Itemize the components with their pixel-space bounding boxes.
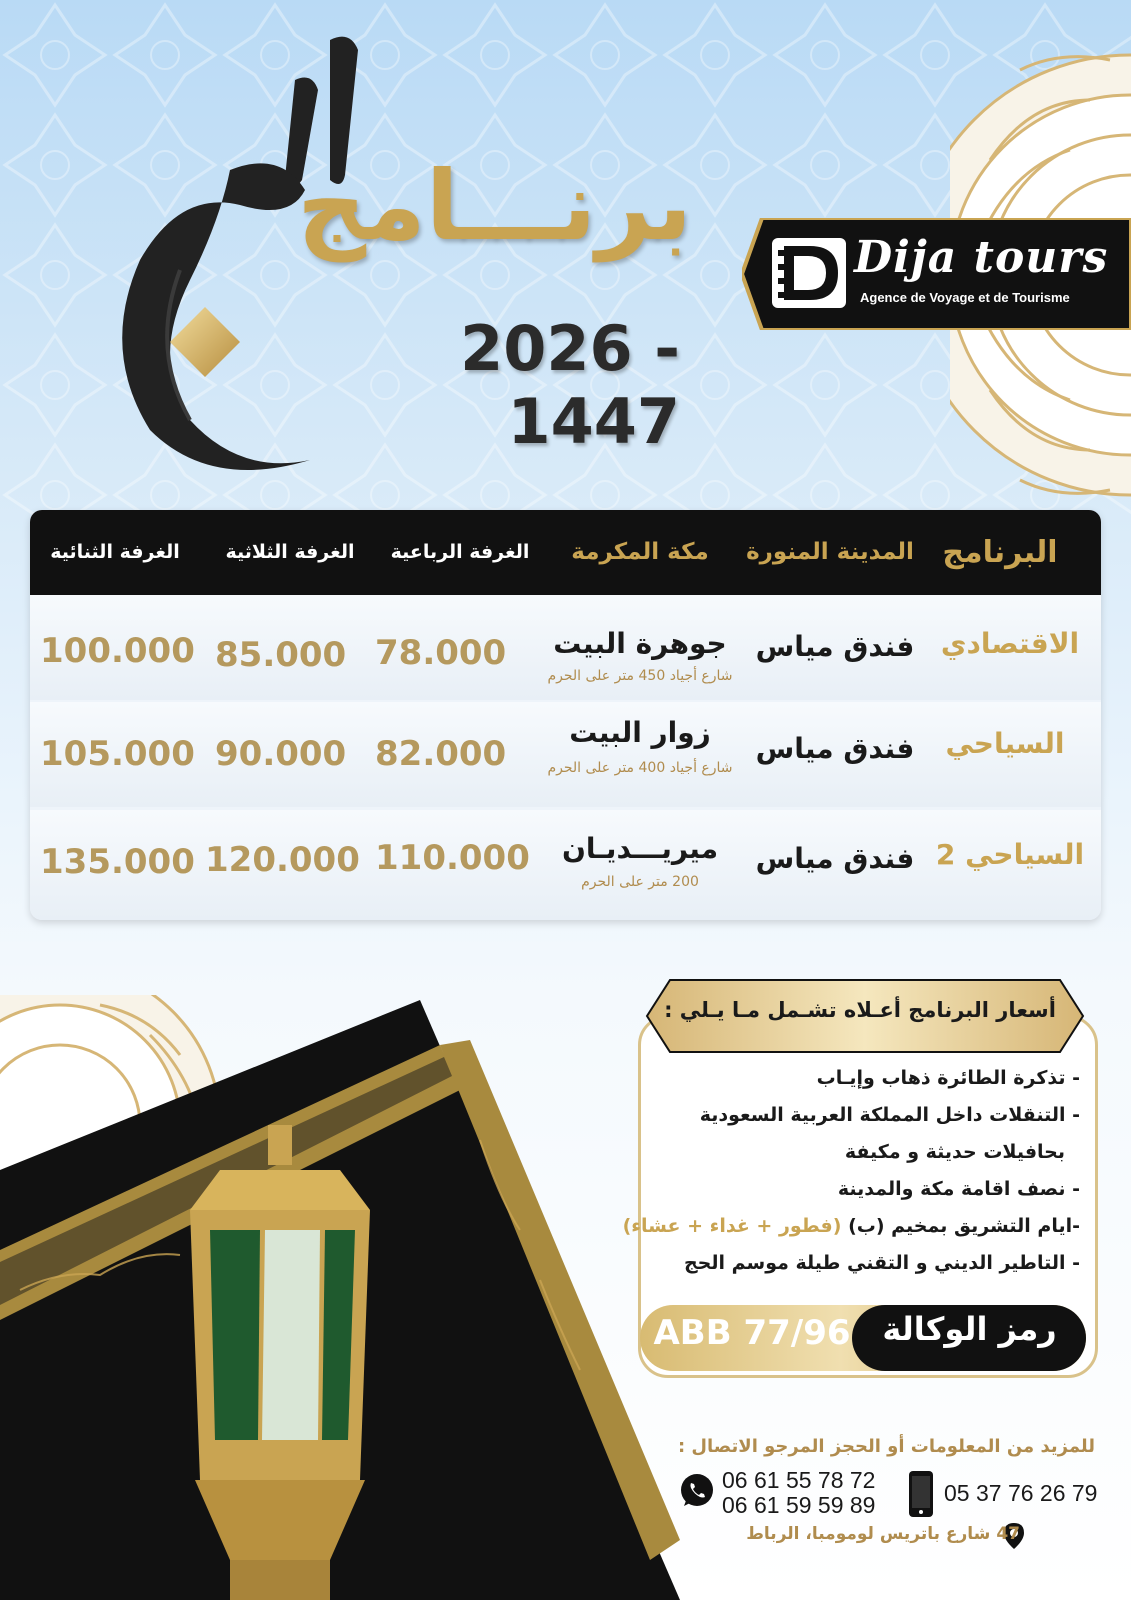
row-makka-hotel: ميريـــديـان [561,832,719,865]
col-makka: مكة المكرمة [571,539,709,565]
whatsapp-number-2[interactable]: 06 61 59 59 89 [722,1492,876,1518]
row-price-quad: 82.000 [375,734,507,774]
row-madina-hotel: فندق مياس [755,842,915,875]
col-program: البرنامج [942,535,1058,570]
list-item: - التنقلات داخل المملكة العربية السعودية [699,1104,1080,1126]
mobile-phone-icon[interactable] [908,1470,934,1518]
logo-tagline: Agence de Voyage et de Tourisme [860,290,1070,305]
list-item: - تذكرة الطائرة ذهاب وإيـاب [816,1067,1080,1089]
list-item [622,1208,1080,1245]
row-makka-hotel: زوار البيت [569,716,711,749]
program-year: 2026 - 1447 [460,312,680,458]
row-madina-hotel: فندق مياس [755,630,915,663]
row-price-quad: 110.000 [375,838,530,878]
row-madina-hotel: فندق مياس [755,732,915,765]
row-makka-note: 200 متر على الحرم [581,874,699,890]
whatsapp-icon[interactable] [678,1472,716,1510]
table-header [30,510,1101,595]
col-double: الغرفة الثنائية [50,541,180,563]
list-item: بحافيلات حديثة و مكيفة [844,1141,1065,1163]
kaaba-illustration [0,1000,680,1600]
lantern [190,1125,370,1600]
col-triple: الغرفة الثلاثية [225,541,355,563]
agency-code-value: ABB 77/96 [653,1313,851,1353]
row-makka-note: شارع أجياد 450 متر على الحرم [547,668,733,684]
includes-title: أسعار البرنامج أعـلاه تشـمل مـا يـلي : [664,998,1056,1022]
includes-list [622,1060,1080,1282]
list-item-text: -ايام التشريق بمخيم (ب) [848,1215,1080,1237]
row-price-double: 135.000 [40,842,195,882]
dija-logo-mark [770,236,848,310]
table-row [30,810,1101,920]
list-item: - نصف اقامة مكة والمدينة [837,1178,1080,1200]
row-makka-hotel: جوهرة البيت [553,627,727,660]
row-price-triple: 85.000 [215,635,347,675]
list-item: - التاطير الديني و التقني طيلة موسم الحج [683,1252,1080,1274]
row-price-triple: 90.000 [215,734,347,774]
row-price-double: 100.000 [40,631,195,671]
logo-name: Dija tours [854,232,1109,283]
col-quad: الغرفة الرباعية [390,541,530,563]
row-makka-note: شارع أجياد 400 متر على الحرم [547,760,733,776]
row-price-quad: 78.000 [375,633,507,673]
agency-code-label: رمز الوكالة [882,1310,1057,1348]
row-program: السياحي [945,727,1065,760]
meals-note: (فطور + غداء + عشاء) [622,1215,842,1237]
row-price-double: 105.000 [40,734,195,774]
address: 47 شارع باتريس لومومبا، الرباط [746,1524,1020,1544]
table-row [30,702,1101,807]
whatsapp-number-1[interactable]: 06 61 55 78 72 [722,1467,876,1493]
contact-title: للمزيد من المعلومات أو الحجز المرجو الاتصال : [677,1436,1095,1457]
program-title: برنـــامج [297,150,692,262]
row-price-triple: 120.000 [205,840,360,880]
row-program: السياحي 2 [935,838,1085,871]
row-program: الاقتصادي [940,627,1080,660]
table-row [30,595,1101,700]
col-madina: المدينة المنورة [746,539,914,565]
diamond-icon [168,305,242,379]
price-table [30,510,1101,920]
phone-number[interactable]: 05 37 76 26 79 [944,1480,1098,1506]
